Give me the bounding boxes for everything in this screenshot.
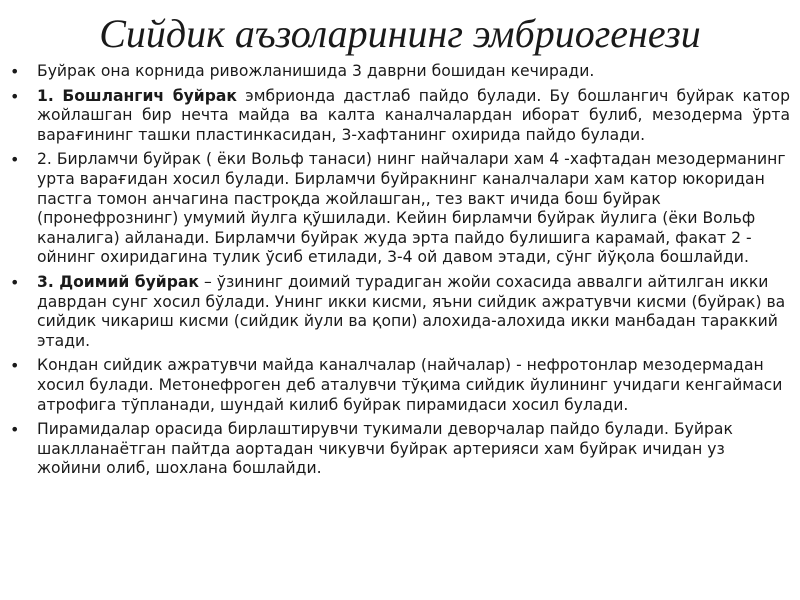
list-item-lead: 1. Бошлангич буйрак bbox=[37, 86, 237, 105]
list-item-lead: 3. Доимий буйрак bbox=[37, 272, 200, 291]
bullet-icon: • bbox=[10, 62, 20, 81]
bullet-icon: • bbox=[10, 356, 20, 376]
list-item-text: Кондан сийдик ажратувчи майда каналчалар (найчалар) - нефротонлар мезодермадан хосил булади. Метонефроген деб аталувчи тўқима сийдик йулининг учидаги кенгаймаси атрофига тўпланади, шундай килиб буйрак пирамидаси хосил булади. bbox=[37, 356, 783, 414]
list-item-text: – ўзининг доимий турадиган жойи сохасида аввалги айтилган икки даврдан сунг хосил бўлади. Унинг икки кисми, яъни сийдик ажратувчи кисми (буйрак) ва сийдик чикариш кисми (сийдик йули ва қопи) алохида-алохида икки манбадан тараккий этади. bbox=[37, 272, 786, 350]
list-item bbox=[8, 420, 790, 479]
list-item bbox=[8, 87, 790, 146]
bullet-icon: • bbox=[10, 86, 20, 106]
bullet-icon: • bbox=[10, 150, 20, 170]
list-item-text: 2. Бирламчи буйрак ( ёки Вольф танаси) нинг найчалари хам 4 -хафтадан мезодерманинг урта варағидан хосил булади. Бирламчи буйракнинг каналчалари хам катор юкоридан пастга томон анчагина пастроқда жойлашган,, тез вакт ичида бош буйрак (пронефрознинг) умумий йулга қўшилади. Кейин бирламчи буйрак йулига (ёки Вольф каналига) айланади. Бирламчи буйрак жуда эрта пайдо булишига карамай, факат 2 - ойнинг охиридагина тулик ўсиб етилади, 3-4 ой давом этади, сўнг йўқола бошлайди. bbox=[37, 150, 786, 267]
list-item-text: Пирамидалар орасида бирлаштирувчи тукимали деворчалар пайдо булади. Буйрак шаклланаётган пайтда аортадан чикувчи буйрак артерияси хам буйрак ичидан уз жойини олиб, шохлана бошлайди. bbox=[37, 420, 733, 478]
slide-title: Сийдик аъзоларининг эмбриогенези bbox=[99, 11, 701, 56]
list-item-text: эмбрионда дастлаб пайдо булади. Бу бошлангич буйрак катор жойлашган бир нечта майда ва калта каналчалардан иборат булиб, мезодерма ўрта варағининг ташки пластинкасидан, 3-хафтанинг охирида пайдо булади. bbox=[37, 86, 790, 144]
list-item bbox=[8, 356, 790, 415]
bullet-icon: • bbox=[10, 272, 20, 292]
list-item bbox=[8, 62, 790, 82]
list-item bbox=[8, 150, 790, 268]
bullet-icon: • bbox=[10, 420, 20, 440]
list-item bbox=[8, 273, 790, 351]
list-item-text: Буйрак она корнида ривожланишида 3 даврни бошидан кечиради. bbox=[37, 62, 595, 80]
bullet-list bbox=[8, 62, 790, 484]
